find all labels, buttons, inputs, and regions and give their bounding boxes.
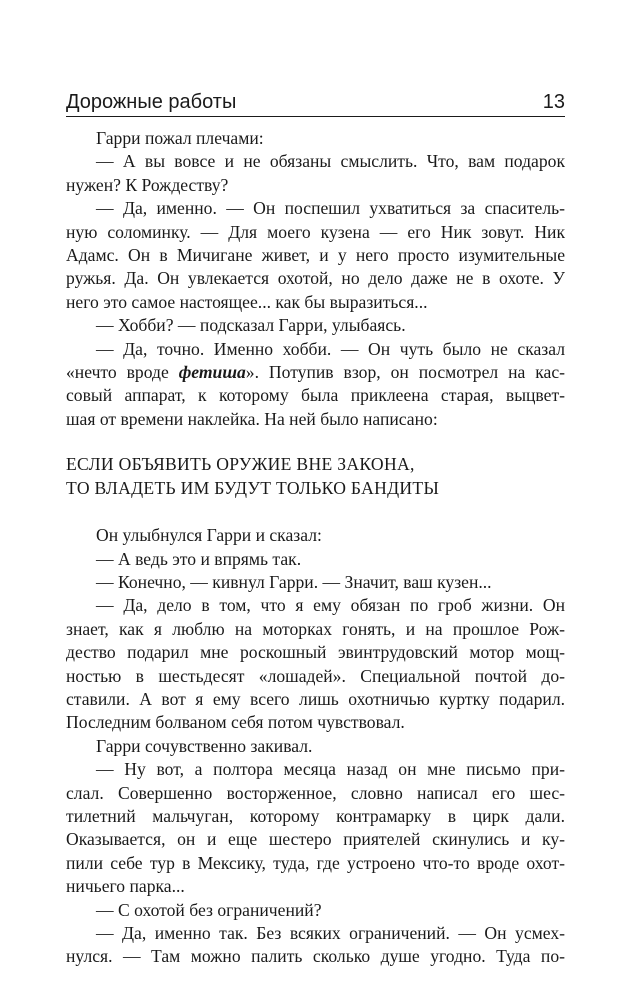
text-line: — А ведь это и впрямь так. <box>96 548 302 569</box>
text-line: ружья. Да. Он увлекается охотой, но дело даже не в охоте. У <box>66 268 565 289</box>
paragraph <box>66 548 565 571</box>
text-line: — Конечно, — кивнул Гарри. — Значит, ваш кузен... <box>96 571 492 592</box>
body-text <box>66 127 565 969</box>
text-line: дество подарил мне роскошный эвинтрудовский мотор мощ- <box>66 642 565 663</box>
sign-line: ТО ВЛАДЕТЬ ИМ БУДУТ ТОЛЬКО БАНДИТЫ <box>66 477 440 498</box>
text-line: совый аппарат, к которому была приклеена старая, выцвет- <box>66 385 565 406</box>
paragraph <box>66 197 565 314</box>
text-fragment: ». Потупив взор, он посмотрел на кас- <box>245 362 565 383</box>
text-line: шая от времени наклейка. На ней было написано: <box>66 408 438 429</box>
text-line: Адамс. Он в Мичигане живет, и у него просто изумительные <box>66 245 565 266</box>
text-line <box>66 361 565 384</box>
text-line: Он улыбнулся Гарри и сказал: <box>96 525 322 546</box>
text-fragment: «нечто вроде <box>66 362 179 383</box>
text-line: — Ну вот, а полтора месяца назад он мне письмо при- <box>96 759 565 780</box>
text-line: — Да, точно. Именно хобби. — Он чуть было не сказал <box>96 338 565 359</box>
paragraph <box>66 758 565 898</box>
text-line: ничьего парка... <box>66 876 185 897</box>
paragraph <box>66 150 565 197</box>
text-line: Последним болваном себя потом чувствовал. <box>66 712 405 733</box>
paragraph <box>66 127 565 150</box>
text-line: ную соломинку. — Для моего кузена — его Ник зовут. Ник <box>66 221 565 242</box>
italic-word: фетиша <box>178 362 246 383</box>
page-number: 13 <box>542 91 565 113</box>
paragraph-group-bottom <box>66 524 565 969</box>
text-line: — Да, именно так. Без всяких ограничений. — Он усмех- <box>96 923 565 943</box>
text-line: него это самое настоящее... как бы выразиться... <box>66 291 428 312</box>
book-page <box>66 90 565 969</box>
text-line: Гарри пожал плечами: <box>96 128 264 148</box>
text-line: ностью в шестьдесят «лошадей». Специальной почтой до- <box>66 665 565 686</box>
text-line: — Да, именно. — Он поспешил ухватиться за спаситель- <box>96 198 565 219</box>
paragraph-fetish <box>66 338 565 432</box>
text-line: пили себе тур в Мексику, туда, где устроено что-то вроде охот- <box>66 852 565 873</box>
text-line: знает, как я люблю на моторках гонять, и на прошлое Рож- <box>66 618 565 639</box>
paragraph <box>66 735 565 758</box>
paragraph-group-top <box>66 127 565 338</box>
text-line: Гарри сочувственно закивал. <box>96 735 313 756</box>
text-line: — А вы вовсе и не обязаны смыслить. Что, вам подарок <box>96 151 565 172</box>
text-line: тилетний мальчуган, которому контрамарку в цирк дали. <box>66 805 565 826</box>
paragraph <box>66 899 565 922</box>
running-header <box>66 90 565 117</box>
text-line: слал. Совершенно восторженное, словно написал его шес- <box>66 782 565 803</box>
sign-line: ЕСЛИ ОБЪЯВИТЬ ОРУЖИЕ ВНЕ ЗАКОНА, <box>66 454 415 475</box>
text-line: — С охотой без ограничений? <box>96 899 322 920</box>
text-line: — Хобби? — подсказал Гарри, улыбаясь. <box>96 315 406 336</box>
paragraph <box>66 314 565 337</box>
paragraph <box>66 594 565 734</box>
text-line: Оказывается, он и еще шестеро приятелей скинулись и ку- <box>66 829 565 850</box>
text-line: нужен? К Рождеству? <box>66 174 229 195</box>
text-line: — Да, дело в том, что я ему обязан по гроб жизни. Он <box>96 595 565 616</box>
sticker-sign <box>66 453 565 500</box>
paragraph <box>66 571 565 594</box>
text-line: ставили. А вот я ему всего лишь охотничью куртку подарил. <box>66 688 565 709</box>
text-line: нулся. — Там можно палить сколько душе угодно. Туда по- <box>66 946 565 967</box>
paragraph <box>66 524 565 547</box>
paragraph <box>66 922 565 969</box>
chapter-title: Дорожные работы <box>66 91 237 113</box>
